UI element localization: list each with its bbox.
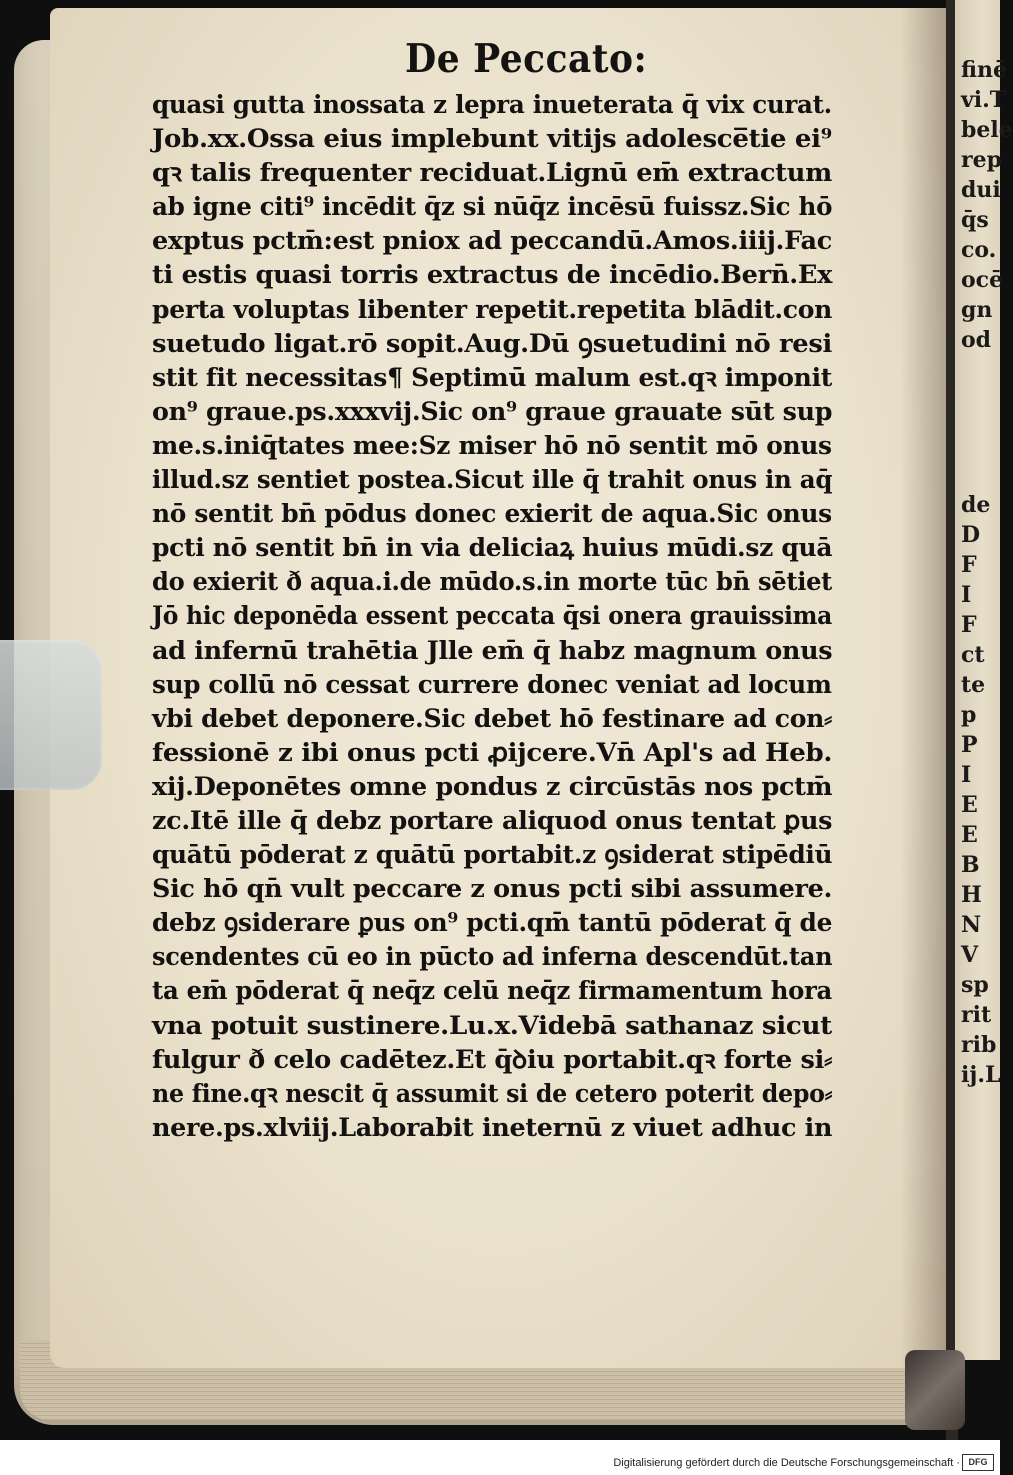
- page-clip: [0, 640, 102, 790]
- text-line: stit fit necessitas¶ Septimū malum est.qꝛ imponit: [152, 362, 833, 392]
- text-line: pcti nō sentit bn̄ in via deliciaꝝ huius mūdi.sz quā: [152, 533, 833, 563]
- right-page-fragment: rib: [961, 1032, 997, 1058]
- right-page-fragment: co.: [961, 237, 997, 263]
- right-page-fragment: vi.T: [961, 87, 1007, 113]
- text-line: quātū pōderat z quātū portabit.z ꝯsiderat stipēdiū: [152, 840, 833, 870]
- right-page-fragment: ocē: [961, 267, 1004, 293]
- right-page-fragment: gn: [961, 297, 993, 323]
- text-line: scendentes cū eo in pūcto ad inferna descendūt.tan: [152, 942, 833, 972]
- right-page-fragments-upper: [955, 55, 1013, 355]
- running-head: De Peccato:: [405, 36, 648, 82]
- right-page-fragment: od: [961, 327, 992, 353]
- right-page-fragments-lower: [955, 490, 1000, 1090]
- right-page-fragment: E: [961, 792, 978, 818]
- right-page-fragment: I: [961, 582, 972, 608]
- text-line: ti estis quasi torris extractus de incēdio.Bern̄.Ex: [152, 260, 833, 290]
- text-line: nere.ps.xlviij.Laborabit ineternū z viuet adhuc in: [152, 1112, 833, 1142]
- text-line: ta em̄ pōderat q̄ neq̄z celū neq̄z firmamentum hora: [152, 976, 833, 1006]
- right-page-fragment: F: [961, 552, 977, 578]
- right-page-edge: [955, 0, 1013, 1360]
- right-page-fragment: F: [961, 612, 977, 638]
- text-line: quasi gutta inossata z lepra inueterata q̄ vix curat.: [152, 90, 832, 119]
- text-line: Job.xx.Ossa eius implebunt vitijs adolesce̅tie ei⁹: [152, 124, 832, 154]
- text-line: perta voluptas libenter repetit.repetita blādit.con: [152, 294, 833, 324]
- right-page-fragment: ct: [961, 642, 985, 668]
- right-page-fragment: I: [961, 762, 972, 788]
- gutter-shadow: [900, 8, 950, 1368]
- text-line: on⁹ graue.ps.xxxvij.Sic on⁹ graue grauate sūt sup: [152, 396, 833, 426]
- right-page-fragment: de: [961, 492, 991, 518]
- right-page-fragment: rep: [961, 147, 1002, 173]
- right-page-fragment: V: [961, 942, 979, 968]
- body-text: [152, 88, 852, 1145]
- text-line: qꝛ talis frequenter reciduat.Lignū em̄ extractum: [152, 158, 832, 188]
- text-line: nō sentit bn̄ pōdus donec exierit de aqua.Sic onus: [152, 499, 832, 529]
- text-line: sup collū nō cessat currere donec veniat ad locum: [152, 669, 832, 699]
- right-page-fragment: p: [961, 702, 977, 728]
- right-page-fragment: te: [961, 672, 986, 698]
- text-line: ab igne citi⁹ incēdit q̄z si nūq̄z incēsū fuissz.Sic hō: [152, 192, 833, 222]
- footer-credit: Digitalisierung gefördert durch die Deutsche Forschungsgemeinschaft ·: [613, 1457, 960, 1469]
- right-page-fragment: q̄s: [961, 207, 989, 233]
- right-page-fragment: bele: [961, 117, 1013, 143]
- text-line: fessionē z ibi onus pcti ꝓijcere.Vn̄ Apl's ad Heb.: [152, 737, 833, 767]
- right-page-fragment: H: [961, 882, 982, 908]
- right-page-fragment: E: [961, 822, 978, 848]
- text-line: illud.sz sentiet postea.Sicut ille q̄ trahit onus in aq̄: [152, 465, 833, 495]
- right-page-fragment: D: [961, 522, 981, 548]
- right-page-fragment: finē: [961, 57, 1007, 83]
- text-line: do exierit ð aqua.i.de mūdo.s.in morte tūc bn̄ sētiet: [152, 567, 833, 597]
- dfg-logo: DFG: [962, 1454, 994, 1471]
- right-page-fragment: P: [961, 732, 978, 758]
- text-line: Sic hō qn̄ vult peccare z onus pcti sibi assumere.: [152, 874, 833, 904]
- text-line: vbi debet deponere.Sic debet hō festinare ad con⸗: [152, 703, 833, 733]
- text-line: me.s.iniq̄tates mee:Sz miser hō nō sentit mō onus: [152, 430, 832, 460]
- right-page-fragment: N: [961, 912, 982, 938]
- text-line: Jō hic deponēda essent peccata q̄si onera grauissima: [152, 601, 833, 631]
- text-line: fulgur ð celo cadētez.Et q̄ꝺiu portabit.qꝛ forte si⸗: [152, 1044, 833, 1074]
- right-page-fragment: sp: [961, 972, 989, 998]
- text-line: debz ꝯsiderare ꝑus on⁹ pcti.qm̄ tantū pōderat q̄ de: [152, 908, 833, 938]
- text-line: vna potuit sustinere.Lu.x.Videbā sathanaz sicut: [152, 1010, 832, 1040]
- right-page-fragment: rit: [961, 1002, 992, 1028]
- right-page-fragment: dui: [961, 177, 1001, 203]
- footer-bar: [0, 1440, 1000, 1475]
- text-line: zc.Itē ille q̄ debz portare aliquod onus tentat ꝑus: [152, 805, 833, 835]
- book-spine: [905, 1350, 965, 1430]
- text-line: ne fine.qꝛ nescit q̄ assumit si de cetero poterit depo⸗: [152, 1078, 833, 1108]
- right-page-fragment: ij.L: [961, 1062, 1001, 1088]
- text-line: xij.Deponētes omne pondus z circūstās nos pctm̄: [152, 771, 833, 801]
- right-page-fragment: B: [961, 852, 980, 878]
- text-line: exptus pctm̄:est pniox ad peccandū.Amos.iiij.Fac: [152, 226, 832, 256]
- text-line: ad infernū trahētia Jlle em̄ q̄ habz magnum onus: [152, 635, 833, 665]
- text-line: suetudo ligat.rō sopit.Aug.Dū ꝯsuetudini nō resi: [152, 328, 833, 358]
